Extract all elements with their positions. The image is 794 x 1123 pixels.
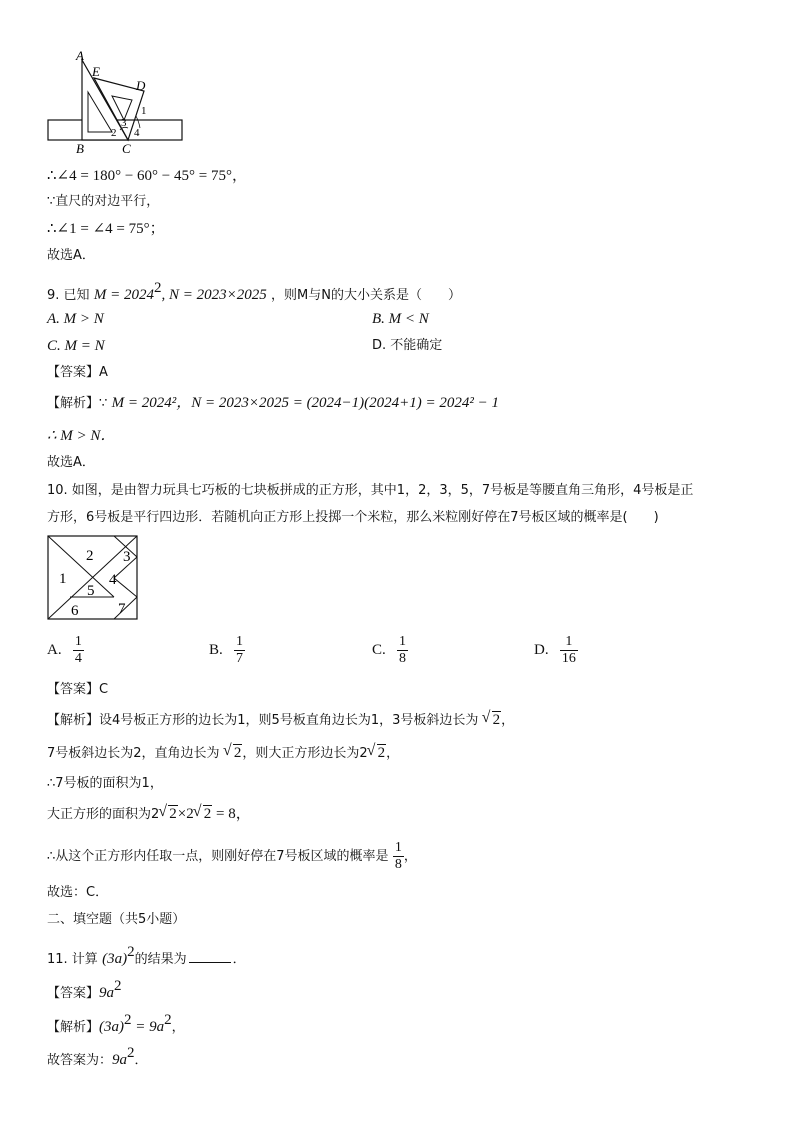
- q9-answer: 【答案】A: [47, 365, 108, 380]
- q10-analysis-line4-mid: ×2: [177, 806, 194, 822]
- sqrt-radicand: 2: [169, 806, 177, 822]
- q11-stem-exponent: 2: [127, 944, 135, 960]
- q10-analysis-line2-end: ，: [386, 746, 400, 761]
- q8-line4: 故选A．: [47, 248, 95, 263]
- q10-analysis-line4: [47, 804, 251, 825]
- fraction-numerator: 1: [394, 840, 402, 855]
- q10-analysis-line1-text: 【解析】设4号板正方形的边长为1，则5号板直角边长为1，3号板斜边长为: [47, 713, 479, 728]
- tangram-piece-3: 3: [123, 549, 131, 565]
- sqrt-radicand: 2: [377, 745, 386, 761]
- q9-stem-M: M = 2024: [93, 287, 154, 303]
- q10-option-b-denominator: 7: [236, 651, 244, 666]
- q9-option-a[interactable]: A. M > N: [47, 311, 104, 327]
- q10-analysis-line2: [47, 743, 399, 764]
- q10-stem-line1: 10. 如图，是由智力玩具七巧板的七块板拼成的正方形，其中1，2，3，5，7号板是等腰直角三角形，4号板是正: [47, 483, 694, 498]
- tangram-piece-1: 1: [59, 571, 67, 587]
- q9-therefore: ∴ M > N．: [47, 428, 116, 444]
- angle-1: 1: [141, 105, 147, 117]
- q11-answer-label: 【答案】: [47, 986, 100, 1001]
- q10-option-b-numerator: 1: [236, 634, 244, 649]
- q10-option-a-numerator: 1: [74, 634, 82, 649]
- label-D: D: [136, 78, 146, 93]
- sqrt-symbol: [194, 804, 213, 824]
- q11-stem-expression: (3a): [102, 951, 128, 967]
- q10-option-c-denominator: 8: [399, 651, 407, 666]
- sqrt-symbol: [483, 710, 502, 730]
- tangram-figure: [47, 535, 139, 621]
- q11-stem: [47, 942, 246, 970]
- q10-option-b-fraction: [234, 634, 245, 667]
- q10-option-d-fraction: [560, 634, 578, 667]
- q11-analysis: [47, 1010, 185, 1038]
- q11-final-value: 9a: [112, 1052, 128, 1068]
- q11-analysis-label: 【解析】: [47, 1020, 100, 1035]
- q9-stem-prefix: 9. 已知: [47, 288, 90, 303]
- q10-analysis-line2-text: 7号板斜边长为2，直角边长为: [47, 746, 220, 761]
- q10-option-c-fraction: [397, 634, 408, 667]
- q11-analysis-result: = 9a: [131, 1019, 165, 1035]
- q9-stem-N: , N = 2023×2025: [161, 287, 267, 303]
- q10-option-d-numerator: 1: [560, 634, 578, 651]
- angle-2: 2: [111, 127, 117, 139]
- q10-analysis-line3: ∴7号板的面积为1，: [47, 776, 163, 791]
- q8-line3: ∴∠1 = ∠4 = 75°；: [47, 221, 165, 237]
- q9-option-c[interactable]: C. M = N: [47, 338, 105, 354]
- q11-analysis-result-exponent: 2: [164, 1012, 172, 1028]
- section-heading: 二、填空题（共5小题）: [47, 912, 186, 927]
- tangram-piece-5: 5: [87, 583, 95, 599]
- q9-analysis: [47, 393, 499, 414]
- q10-option-d[interactable]: [534, 634, 578, 667]
- q11-final-exponent: 2: [127, 1045, 135, 1061]
- q10-option-d-label: D.: [534, 641, 549, 658]
- q9-stem-suffix: ，则M与N的大小关系是（ ）: [271, 288, 461, 303]
- q8-line1: ∴∠4 = 180° − 60° − 45° = 75°，: [47, 168, 247, 184]
- q10-analysis-line4-end: = 8，: [212, 806, 251, 822]
- q10-option-b[interactable]: [209, 634, 245, 667]
- tangram-piece-2: 2: [86, 548, 94, 564]
- label-C: C: [122, 141, 131, 156]
- q10-analysis-line5-end: ，: [403, 849, 417, 864]
- q11-stem-suffix: 的结果为: [134, 952, 187, 967]
- q10-option-a-denominator: 4: [74, 651, 82, 666]
- sqrt-symbol: [159, 804, 178, 824]
- angle-4: 4: [134, 127, 140, 139]
- q9-stem: 9. 已知 $M = 2024^2$, N = 2023×2025 ，则M与N的大小关系是（ ）: [47, 280, 461, 303]
- q10-analysis-line1: [47, 710, 514, 731]
- q10-option-d-denominator: 16: [561, 651, 576, 666]
- q10-option-a-label: A.: [47, 641, 62, 658]
- q9-choose: 故选A．: [47, 455, 95, 470]
- label-E: E: [92, 64, 100, 79]
- label-B: B: [76, 141, 84, 156]
- sqrt-radicand: 2: [203, 806, 212, 822]
- tangram-piece-6: 6: [71, 603, 79, 619]
- q10-analysis-line2-mid: ，则大正方形边长为2: [242, 746, 368, 761]
- label-A: A: [76, 48, 84, 63]
- q10-analysis-fraction: [393, 840, 404, 873]
- q11-analysis-expression: (3a): [99, 1019, 125, 1035]
- q11-answer: [47, 976, 122, 1004]
- q11-analysis-exponent: 2: [124, 1012, 132, 1028]
- q10-analysis-line5-text: ∴从这个正方形内任取一点，则刚好停在7号板区域的概率是: [47, 849, 389, 864]
- q11-answer-exponent: 2: [114, 978, 122, 994]
- q11-final-label: 故答案为：: [47, 1053, 113, 1068]
- q11-analysis-end: ，: [171, 1020, 185, 1035]
- q10-option-c[interactable]: [372, 634, 408, 667]
- sqrt-radicand: 2: [492, 712, 501, 728]
- q11-final: [47, 1043, 148, 1071]
- angle-3: 3: [121, 117, 127, 129]
- q10-answer: 【答案】C: [47, 682, 109, 697]
- q9-analysis-label: 【解析】∵: [47, 396, 108, 411]
- q10-analysis-line1-end: ，: [501, 713, 515, 728]
- q10-option-b-label: B.: [209, 641, 223, 658]
- q8-line2: ∵直尺的对边平行，: [47, 194, 160, 209]
- tangram-piece-4: 4: [109, 572, 117, 588]
- q10-analysis-line4-text: 大正方形的面积为2: [47, 807, 160, 822]
- fraction-denominator: 8: [394, 857, 402, 872]
- q10-option-c-label: C.: [372, 641, 386, 658]
- q11-stem-prefix: 11. 计算: [47, 952, 98, 967]
- sqrt-radicand: 2: [233, 745, 242, 761]
- q10-stem-line2: 方形，6号板是平行四边形．若随机向正方形上投掷一个米粒，那么米粒刚好停在7号板区域的概率是( ): [47, 510, 659, 525]
- q11-stem-end: ．: [232, 952, 246, 967]
- ruler-triangle-figure: [44, 48, 189, 158]
- tangram-piece-7: 7: [118, 601, 126, 617]
- sqrt-symbol: [368, 743, 387, 763]
- q11-final-end: ．: [134, 1053, 148, 1068]
- q10-analysis-line5: [47, 838, 417, 875]
- sqrt-symbol: [224, 743, 243, 763]
- q10-choose: 故选：C．: [47, 885, 109, 900]
- q9-option-d[interactable]: D. 不能确定: [372, 338, 443, 353]
- q10-option-a-fraction: [73, 634, 84, 667]
- q10-option-a[interactable]: [47, 634, 84, 667]
- q11-answer-value: 9a: [99, 985, 115, 1001]
- q10-option-c-numerator: 1: [399, 634, 407, 649]
- q9-analysis-math: M = 2024²，N = 2023×2025 = (2024−1)(2024+1) = 2024² − 1: [111, 395, 500, 411]
- q9-option-b[interactable]: B. M < N: [372, 311, 429, 327]
- answer-blank[interactable]: [189, 950, 231, 963]
